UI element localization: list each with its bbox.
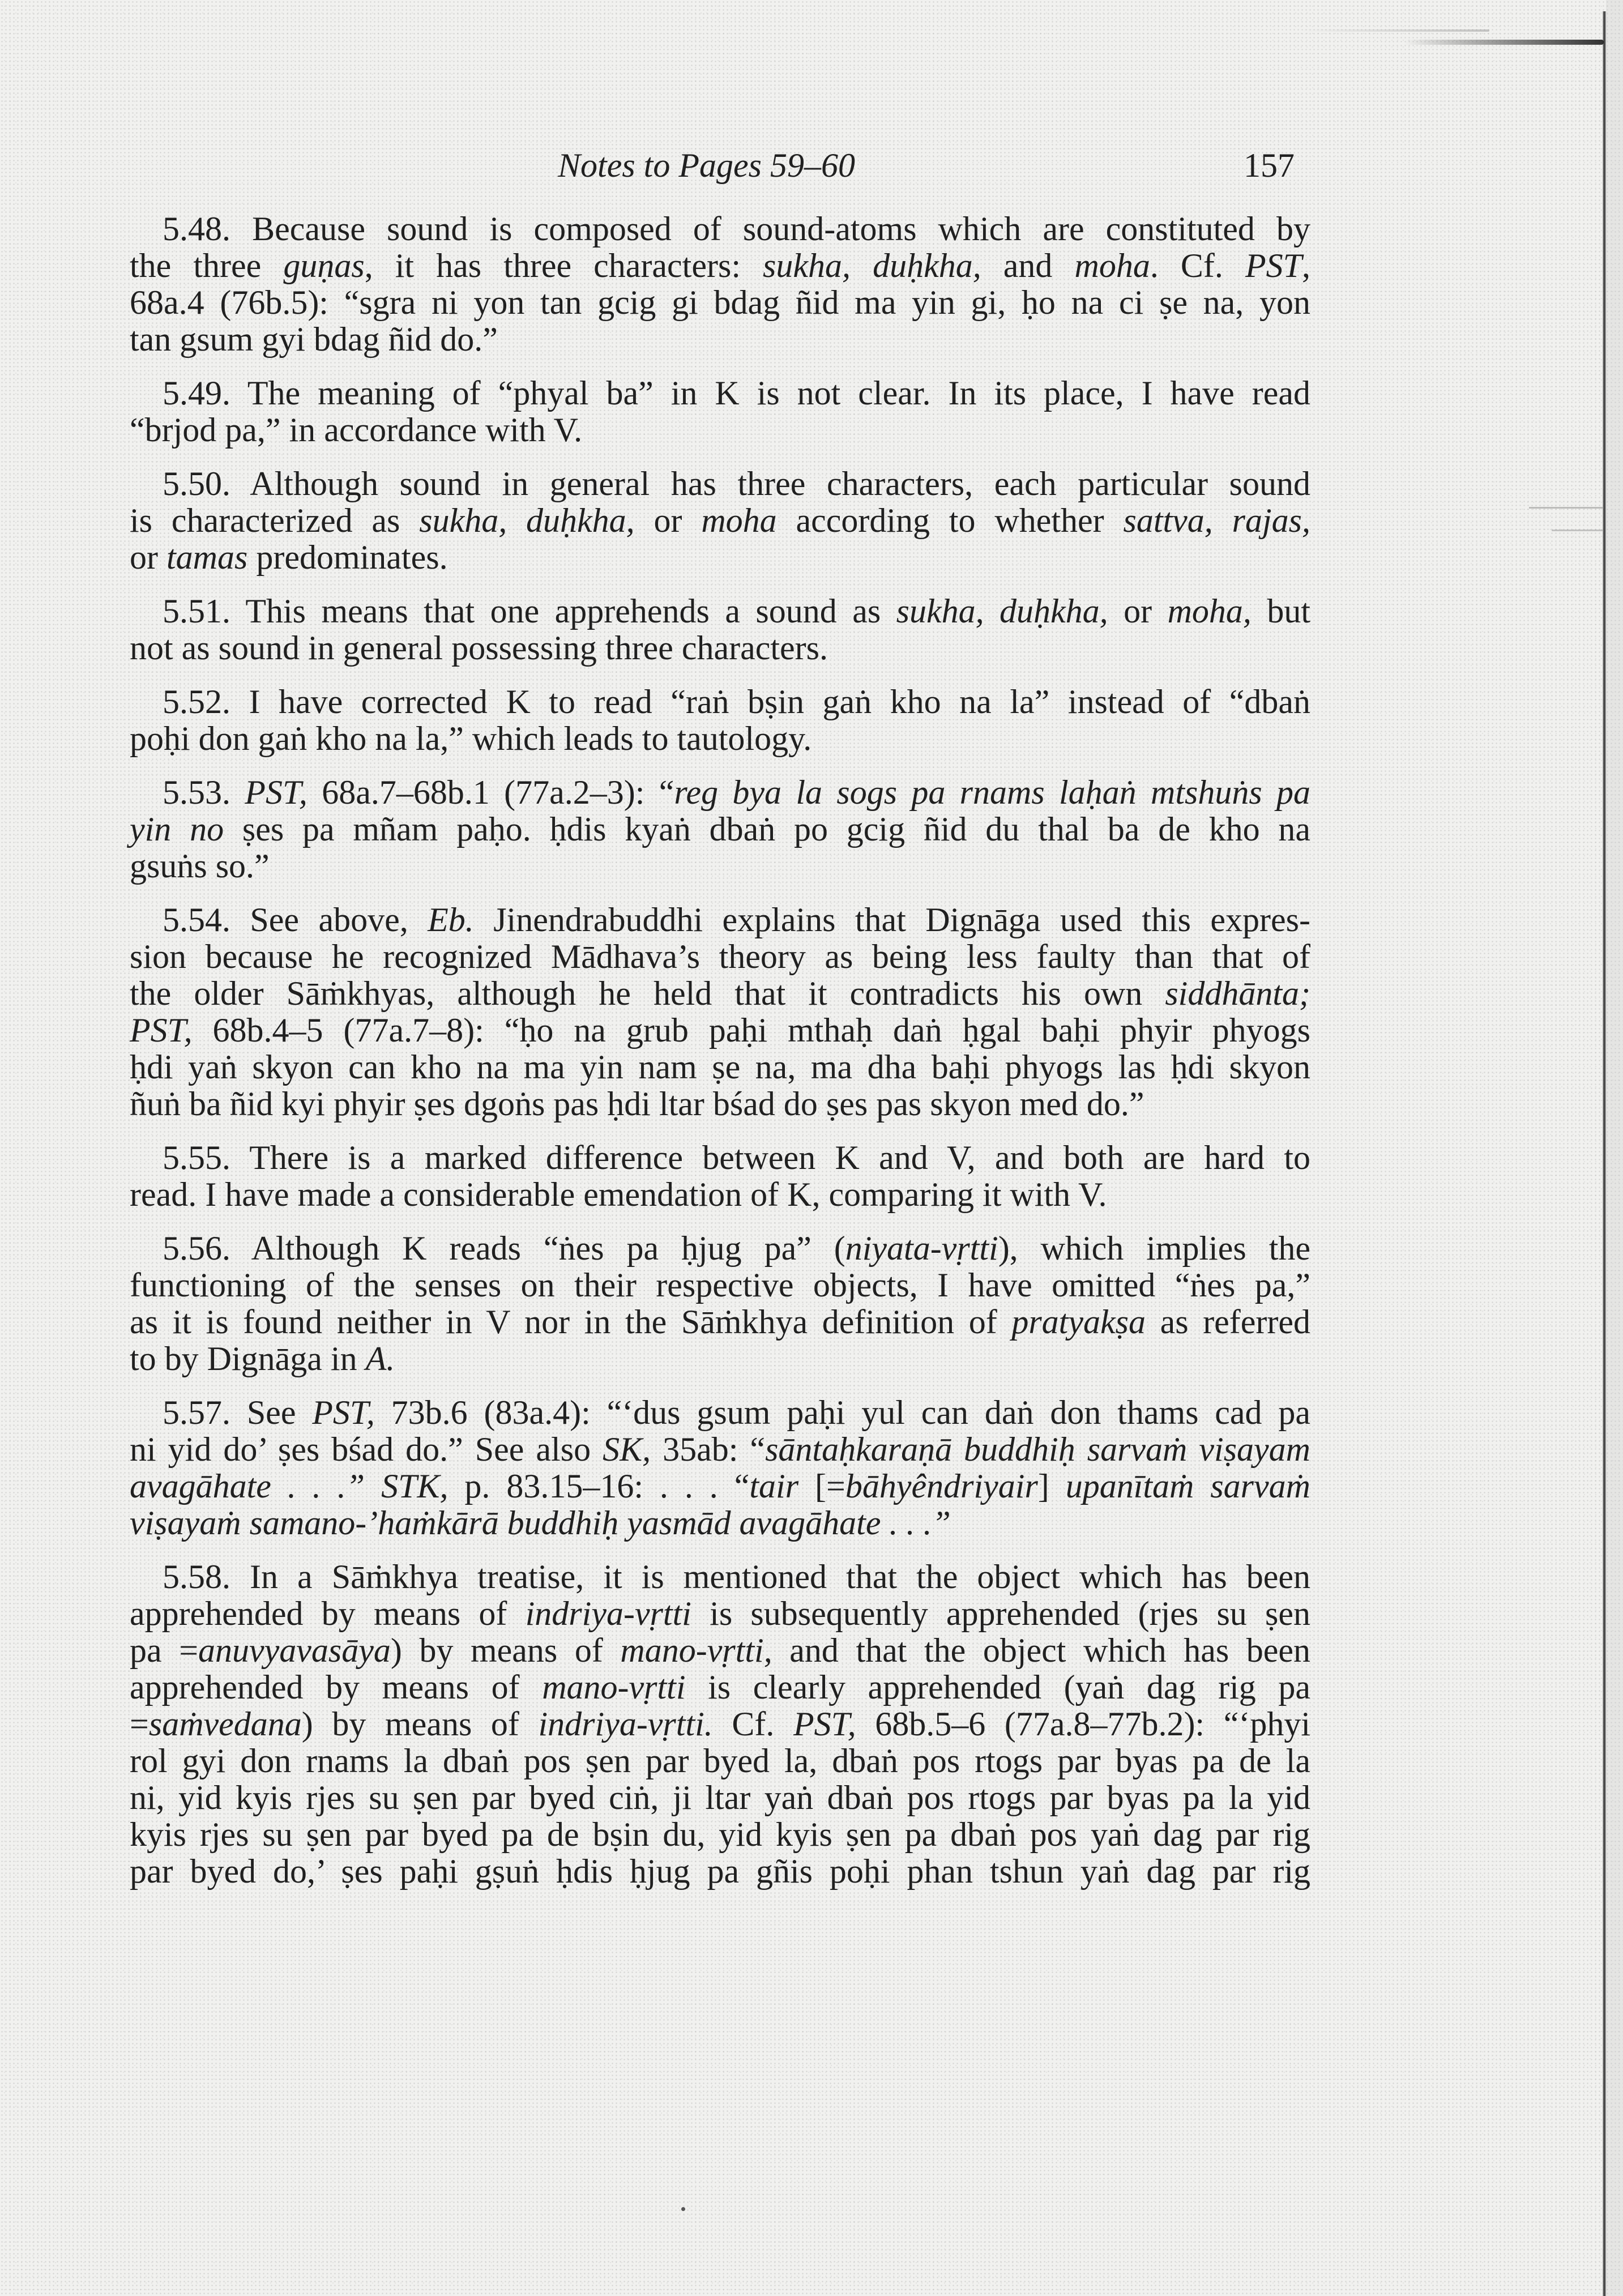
note-line	[130, 1816, 1310, 1853]
note-line	[130, 1049, 1310, 1086]
note-text: sion because he recognized Mādhava’s theory as being less faulty than that of	[130, 938, 1310, 975]
note-line	[130, 938, 1310, 975]
note-italic-text: niyata-vṛtti	[845, 1230, 998, 1267]
note-text: gsuṅs so.”	[130, 847, 270, 885]
note-first-line	[130, 1140, 1310, 1176]
note-paragraph	[130, 466, 1310, 576]
note-text: the older Sāṁkhyas, although he held that it contradicts his own	[130, 975, 1165, 1012]
note-italic-text: bāhyêndriyair	[845, 1467, 1038, 1505]
note-line	[130, 1505, 1310, 1542]
scan-streak-faint	[1302, 29, 1489, 32]
notes-body	[130, 211, 1310, 1890]
note-italic-text: tair	[749, 1467, 799, 1505]
note-italic-text: SK,	[603, 1431, 651, 1468]
note-number: 5.58.	[163, 1558, 230, 1595]
running-title: Notes to Pages 59–60	[558, 147, 855, 184]
note-first-line	[130, 1230, 1310, 1267]
note-line	[130, 321, 1310, 358]
note-italic-text: sattva, rajas,	[1123, 502, 1310, 539]
note-text: See	[230, 1394, 313, 1431]
note-text: pa =	[130, 1632, 199, 1669]
note-italic-text: reg bya la sogs pa rnams laḥaṅ mtshuṅs pa	[674, 774, 1311, 811]
note-paragraph	[130, 1559, 1310, 1890]
note-italic-text: siddhānta;	[1165, 975, 1310, 1012]
scan-smudge	[1529, 507, 1603, 509]
note-italic-text: mano-vṛtti	[542, 1668, 686, 1706]
note-italic-text: PST,	[230, 774, 307, 811]
note-italic-text: saṁvedana	[148, 1705, 302, 1743]
note-italic-text: STK,	[365, 1467, 449, 1505]
note-first-line	[130, 375, 1310, 412]
note-italic-text: PST,	[793, 1705, 856, 1743]
note-italic-text: anuvyavasāya	[198, 1632, 391, 1669]
scan-dot	[681, 2207, 685, 2211]
note-text: or	[130, 539, 166, 576]
note-text: . Cf.	[1150, 247, 1245, 284]
note-first-line	[130, 1559, 1310, 1595]
note-text: ṣes pa mñam paḥo. ḥdis kyaṅ dbaṅ po gcig ñid du thal ba de kho na	[224, 810, 1310, 848]
note-italic-text: moha	[701, 502, 777, 539]
note-text: ḥdi yaṅ skyon can kho na ma yin nam ṣe na, ma dha baḥi phyogs las ḥdi skyon	[130, 1048, 1310, 1086]
note-italic-text: sukha, duḥkha,	[896, 592, 1108, 630]
note-paragraph	[130, 1230, 1310, 1377]
note-text: as it is found neither in V nor in the Sāṁkhya definition of	[130, 1303, 1012, 1341]
note-first-line	[130, 466, 1310, 502]
note-line	[130, 811, 1310, 848]
page-number: 157	[1244, 147, 1295, 184]
note-first-line	[130, 684, 1310, 720]
note-line	[130, 1304, 1310, 1341]
note-text: as referred	[1145, 1303, 1311, 1341]
note-text: apprehended by means of	[130, 1595, 526, 1632]
note-text: ,	[1302, 247, 1310, 284]
note-line	[130, 1341, 1310, 1377]
note-text: predominates.	[247, 539, 448, 576]
note-text: ) by means of	[301, 1705, 539, 1743]
note-text: 35ab: “	[651, 1431, 766, 1468]
note-line	[130, 247, 1310, 284]
scan-streak	[1404, 40, 1604, 45]
note-text: 68b.5–6 (77a.8–77b.2): “‘phyi	[856, 1705, 1310, 1743]
note-line	[130, 1468, 1310, 1505]
note-text: is clearly apprehended (yaṅ dag rig pa	[685, 1668, 1310, 1706]
note-text: but	[1251, 592, 1311, 630]
note-text: Jinendrabuddhi explains that Dignāga used this expres-	[473, 901, 1310, 938]
note-line	[130, 1853, 1310, 1890]
note-text: ni yid do’ ṣes bśad do.” See also	[130, 1431, 603, 1468]
note-line	[130, 630, 1310, 667]
note-italic-text: sukha, duḥkha,	[419, 502, 635, 539]
note-paragraph	[130, 684, 1310, 757]
note-paragraph	[130, 902, 1310, 1123]
note-italic-text: PST,	[130, 1012, 193, 1049]
note-italic-text: avagāhate . . .”	[130, 1467, 365, 1505]
note-line	[130, 848, 1310, 885]
note-paragraph	[130, 593, 1310, 667]
note-text: not as sound in general possessing three characters.	[130, 629, 828, 667]
note-line	[130, 1595, 1310, 1632]
note-text: “brjod pa,” in accordance with V.	[130, 411, 583, 449]
note-italic-text: moha	[1074, 247, 1150, 284]
note-italic-text: PST	[1245, 247, 1302, 284]
note-italic-text: A.	[365, 1340, 395, 1377]
note-line	[130, 1086, 1310, 1123]
note-text: ni, yid kyis rjes su ṣen par byed ciṅ, ji ltar yaṅ dbaṅ pos rtogs par byas pa la yid	[130, 1779, 1310, 1816]
note-text: tan gsum gyi bdag ñid do.”	[130, 321, 498, 358]
note-text: There is a marked difference between K and V, and both are hard to	[230, 1139, 1310, 1176]
note-number: 5.56.	[163, 1230, 230, 1267]
note-paragraph	[130, 1140, 1310, 1213]
note-paragraph	[130, 774, 1310, 885]
note-number: 5.57.	[163, 1394, 230, 1431]
note-italic-text: indriya-vṛtti.	[538, 1705, 713, 1743]
note-line	[130, 502, 1310, 539]
note-text: apprehended by means of	[130, 1668, 543, 1706]
note-text: according to whether	[776, 502, 1124, 539]
note-number: 5.50.	[163, 465, 230, 502]
note-line	[130, 975, 1310, 1012]
page-edge-strip	[1606, 0, 1623, 2296]
note-text: par byed do,’ ṣes paḥi gṣuṅ ḥdis ḥjug pa gñis poḥi phan tshun yaṅ dag par rig	[130, 1853, 1310, 1890]
note-text: , it has three characters:	[364, 247, 763, 284]
note-text: functioning of the senses on their respective objects, I have omitted “ṅes pa,”	[130, 1266, 1310, 1304]
note-number: 5.52.	[163, 683, 230, 720]
note-text: ), which implies the	[998, 1230, 1310, 1267]
note-text: or	[1108, 592, 1168, 630]
note-text: 68b.4–5 (77a.7–8): “ḥo na grub paḥi mthaḥ daṅ ḥgal baḥi phyir phyogs	[192, 1012, 1310, 1049]
note-text: ]	[1037, 1467, 1066, 1505]
note-italic-text: Eb.	[428, 901, 474, 938]
note-italic-text: yin no	[130, 810, 224, 848]
note-line	[130, 720, 1310, 757]
note-paragraph	[130, 211, 1310, 358]
note-number: 5.51.	[163, 592, 230, 630]
note-line	[130, 1431, 1310, 1468]
note-number: 5.54.	[163, 901, 230, 938]
note-italic-text: sukha, duḥkha,	[763, 247, 981, 284]
note-line	[130, 1176, 1310, 1213]
note-number: 5.48.	[163, 210, 230, 247]
note-text: Cf.	[712, 1705, 794, 1743]
note-text: is subsequently apprehended (rjes su ṣen	[691, 1595, 1311, 1632]
note-paragraph	[130, 1394, 1310, 1542]
note-italic-text: upanītaṁ sarvaṁ	[1065, 1467, 1310, 1505]
note-text: poḥi don gaṅ kho na la,” which leads to tautology.	[130, 720, 812, 757]
note-text: is characterized as	[130, 502, 420, 539]
note-first-line	[130, 593, 1310, 630]
note-italic-text: viṣayaṁ samano-’haṁkārā buddhiḥ yasmād avagāhate . . .”	[130, 1504, 951, 1542]
note-text: p. 83.15–16: . . . “	[448, 1467, 750, 1505]
note-text: Although K reads “ṅes pa ḥjug pa” (	[230, 1230, 845, 1267]
note-first-line	[130, 902, 1310, 938]
note-text: In a Sāṁkhya treatise, it is mentioned that the object which has been	[230, 1558, 1310, 1595]
note-line	[130, 1267, 1310, 1304]
note-first-line	[130, 211, 1310, 247]
note-text: 73b.6 (83a.4): “‘dus gsum paḥi yul can daṅ don thams cad pa	[374, 1394, 1310, 1431]
note-number: 5.49.	[163, 374, 230, 412]
note-line	[130, 1779, 1310, 1816]
note-number: 5.53.	[163, 774, 230, 811]
note-text: 68a.4 (76b.5): “sgra ni yon tan gcig gi bdag ñid ma yin gi, ḥo na ci ṣe na, yon	[130, 284, 1310, 321]
note-italic-text: moha,	[1167, 592, 1252, 630]
note-text: kyis rjes su ṣen par byed pa de bṣin du, yid kyis ṣen pa dbaṅ pos yaṅ dag par rig	[130, 1816, 1310, 1853]
note-italic-text: guṇas	[283, 247, 365, 284]
note-text: =	[130, 1705, 149, 1743]
note-text: See above,	[230, 901, 428, 938]
note-line	[130, 1743, 1310, 1779]
note-text: ) by means of	[390, 1632, 621, 1669]
note-text: This means that one apprehends a sound as	[230, 592, 896, 630]
scan-smudge	[1552, 530, 1603, 531]
note-italic-text: mano-vṛtti,	[620, 1632, 772, 1669]
note-line	[130, 1632, 1310, 1669]
note-text: Because sound is composed of sound-atoms which are constituted by	[230, 210, 1310, 247]
note-italic-text: tamas	[166, 539, 248, 576]
note-line	[130, 1669, 1310, 1706]
note-number: 5.55.	[163, 1139, 230, 1176]
note-italic-text: sāntaḥkaraṇā buddhiḥ sarvaṁ viṣayam	[765, 1431, 1311, 1468]
note-text: the three	[130, 247, 284, 284]
note-first-line	[130, 1394, 1310, 1431]
note-text: Although sound in general has three characters, each particular sound	[230, 465, 1310, 502]
note-text: or	[634, 502, 702, 539]
note-paragraph	[130, 375, 1310, 449]
note-first-line	[130, 774, 1310, 811]
note-line	[130, 412, 1310, 449]
note-text: [=	[798, 1467, 845, 1505]
note-line	[130, 1706, 1310, 1743]
note-italic-text: PST,	[312, 1394, 375, 1431]
note-text: and	[981, 247, 1075, 284]
note-italic-text: pratyakṣa	[1011, 1303, 1146, 1341]
note-line	[130, 284, 1310, 321]
note-text: The meaning of “phyal ba” in K is not clear. In its place, I have read	[230, 374, 1310, 412]
note-text: to by Dignāga in	[130, 1340, 366, 1377]
note-line	[130, 1012, 1310, 1049]
note-text: rol gyi don rnams la dbaṅ pos ṣen par byed la, dbaṅ pos rtogs par byas pa de la	[130, 1742, 1310, 1779]
note-text: read. I have made a considerable emendation of K, comparing it with V.	[130, 1176, 1107, 1213]
note-text: I have corrected K to read “raṅ bṣin gaṅ kho na la” instead of “dbaṅ	[230, 683, 1310, 720]
note-text: 68a.7–68b.1 (77a.2–3): “	[307, 774, 674, 811]
page-edge-line	[1603, 11, 1606, 2296]
note-line	[130, 539, 1310, 576]
note-text: and that the object which has been	[772, 1632, 1310, 1669]
note-text: ñuṅ ba ñid kyi phyir ṣes dgoṅs pas ḥdi ltar bśad do ṣes pas skyon med do.”	[130, 1085, 1144, 1123]
note-italic-text: indriya-vṛtti	[525, 1595, 691, 1632]
